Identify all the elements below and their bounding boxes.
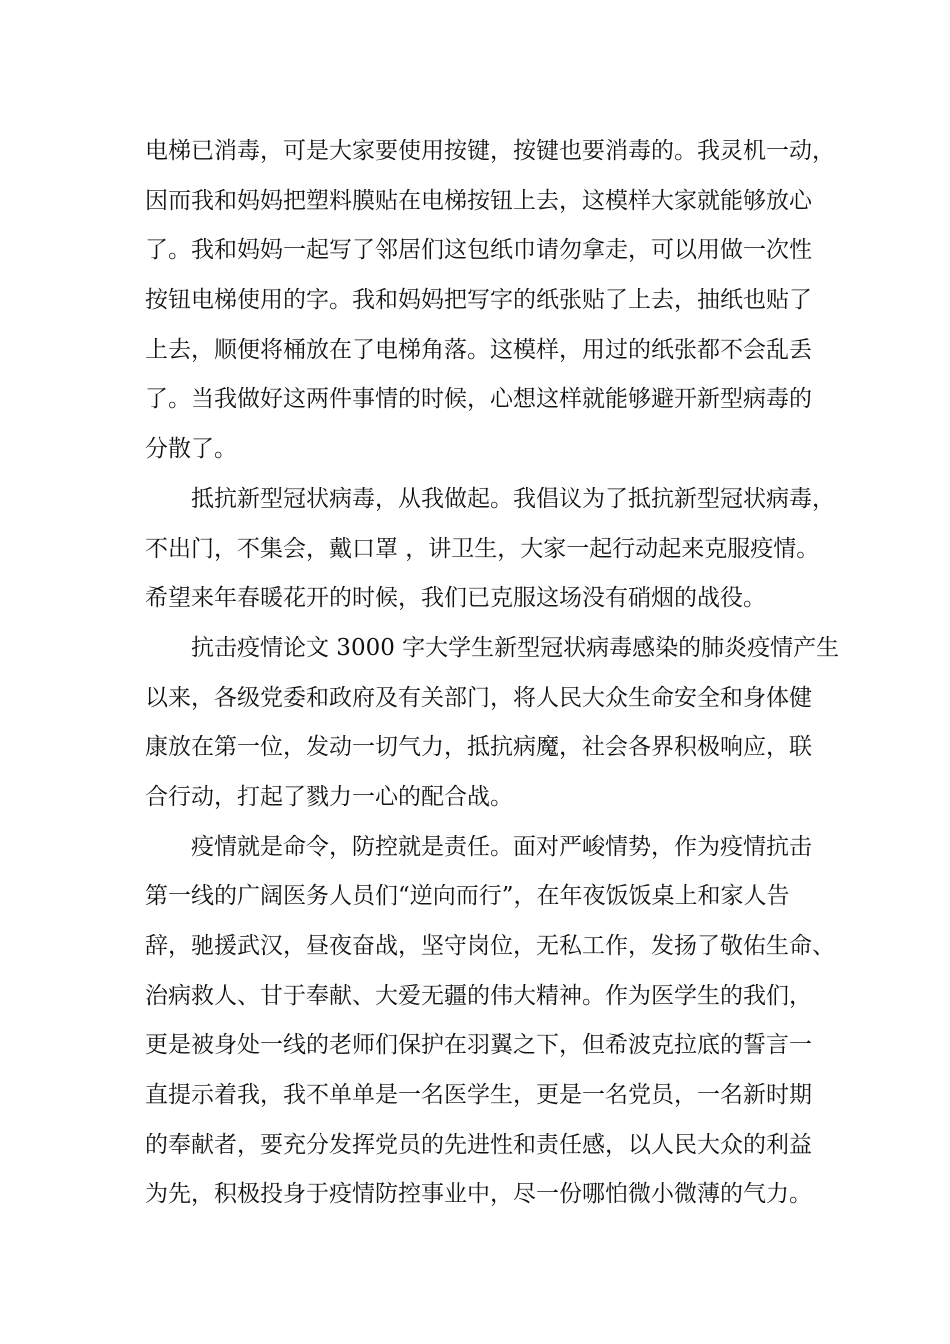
text-line: 分散了。: [145, 436, 237, 463]
text-line: 合行动，打起了戮力一心的配合战。: [145, 783, 513, 810]
body-text: [145, 127, 840, 1220]
text-line: 不出门，不集会，戴口罩 ，讲卫生，大家一起行动起来克服疫情。: [145, 535, 820, 562]
text-line: 康放在第一位，发动一切气力，抵抗病魔，社会各界积极响应，联: [145, 734, 812, 761]
text-line: 更是被身处一线的老师们保护在羽翼之下，但希波克拉底的誓言一: [145, 1032, 812, 1059]
text-line: 以来，各级党委和政府及有关部门，将人民大众生命安全和身体健: [145, 684, 812, 711]
text-line: 电梯已消毒，可是大家要使用按键，按键也要消毒的。我灵机一动，: [145, 138, 835, 164]
text-line: 按钮电梯使用的字。我和妈妈把写字的纸张贴了上去，抽纸也贴了: [145, 287, 812, 314]
text-line: 的奉献者，要充分发挥党员的先进性和责任感，以人民大众的利益: [145, 1131, 812, 1158]
text-line: 了。我和妈妈一起写了邻居们这包纸巾请勿拿走，可以用做一次性: [145, 237, 812, 264]
text-line: 了。当我做好这两件事情的时候，心想这样就能够避开新型病毒的: [145, 386, 812, 413]
text-line: 为先，积极投身于疫情防控事业中，尽一份哪怕微小微薄的气力。: [145, 1181, 812, 1208]
text-line: 上去，顺便将桶放在了电梯角落。这模样，用过的纸张都不会乱丢: [145, 336, 812, 363]
text-line: 第一线的广阔医务人员们“逆向而行”，在年夜饭饭桌上和家人告: [145, 883, 790, 910]
paragraph-start-line: 抗击疫情论文 3000 字大学生新型冠状病毒感染的肺炎疫情产生: [191, 634, 840, 661]
text-line: 因而我和妈妈把塑料膜贴在电梯按钮上去，这模样大家就能够放心: [145, 187, 812, 214]
paragraph-start-line: 疫情就是命令，防控就是责任。面对严峻情势，作为疫情抗击: [191, 833, 812, 860]
text-line: 辞，驰援武汉，昼夜奋战，坚守岗位，无私工作，发扬了敬佑生命、: [145, 933, 835, 959]
text-line: 治病救人、甘于奉献、大爱无疆的伟大精神。作为医学生的我们，: [145, 982, 812, 1009]
text-line: 直提示着我，我不单单是一名医学生，更是一名党员，一名新时期: [145, 1082, 812, 1109]
paragraph-start-line: 抵抗新型冠状病毒，从我做起。我倡议为了抵抗新型冠状病毒，: [191, 485, 835, 512]
text-line: 希望来年春暖花开的时候，我们已克服这场没有硝烟的战役。: [145, 585, 766, 612]
